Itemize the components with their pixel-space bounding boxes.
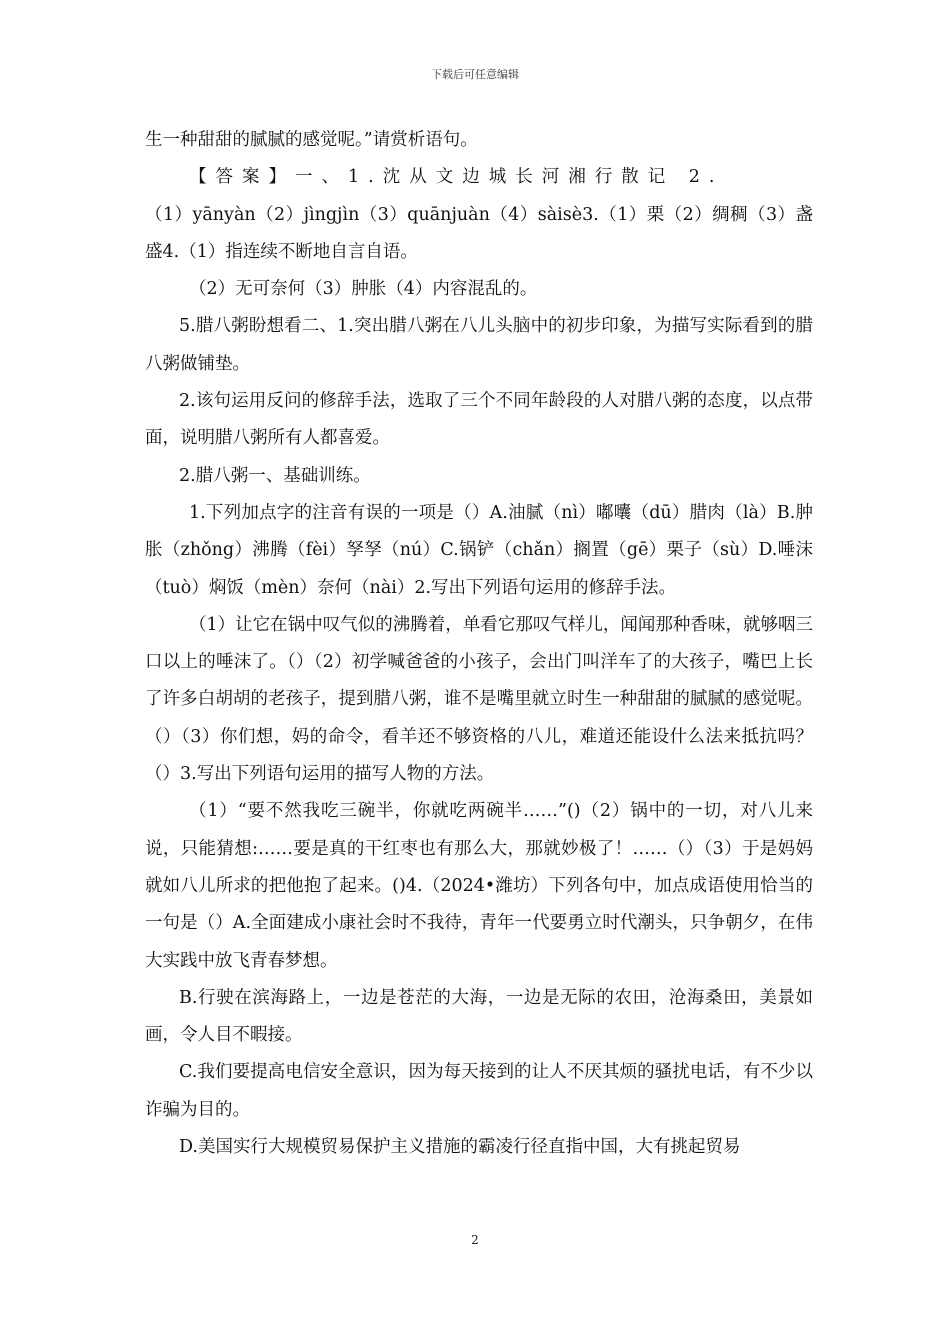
answer-heading: 【答案】一、1.沈从文边城长河湘行散记 2. [189,167,724,188]
option-paragraph: D.美国实行大规模贸易保护主义措施的霸凌行径直指中国，大有挑起贸易 [179,1137,741,1158]
option-paragraph: B.行驶在滨海路上，一边是苍茫的大海，一边是无际的农田，沧海桑田，美景如画，令人目不暇接。 [145,987,813,1046]
question-paragraph: （1）让它在锅中叹气似的沸腾着，单看它那叹气样儿，闻闻那种香味，就够咽三口以上的唾沫了。（）（2）初学喊爸爸的小孩子，会出门叫洋车了的大孩子，嘴巴上长了许多白胡胡的老孩子，提到腊八粥，谁不是嘴里就立时生一种甜甜的腻腻的感觉呢。（）（3）你们想，妈的命令，看羊还不够资格的八儿，难道还能设什么法来抵抗吗？（）3.写出下列语句运用的描写人物的方法。 [145,614,813,785]
paragraph: （1）yānyàn（2）jìngjìn（3）quānjuàn（4）sàisè3.（1）栗（2）绸稠（3）盏盛4.（1）指连续不断地自言自语。 [145,204,813,262]
section-heading: 2.腊八粥一、基础训练。 [179,465,371,486]
paragraph: （2）无可奈何（3）肿胀（4）内容混乱的。 [189,279,538,300]
paragraph: 生一种甜甜的腻腻的感觉呢。”请赏析语句。 [145,130,478,150]
paragraph: 5.腊八粥盼想看二、1.突出腊八粥在八儿头脑中的初步印象，为描写实际看到的腊八粥做铺垫。 [145,316,813,374]
option-paragraph: C.我们要提高电信安全意识，因为每天接到的让人不厌其烦的骚扰电话，有不少以诈骗为目的。 [145,1062,813,1120]
question-paragraph: （1）“要不然我吃三碗半，你就吃两碗半……”()（2）锅中的一切，对八儿来说，只能猜想:……要是真的干红枣也有那么大，那就妙极了！……（）（3）于是妈妈就如八儿所求的把他抱了起来。()4.（2024•潍坊）下列各句中，加点成语使用恰当的一句是（）A.全面建成小康社会时不我待，青年一代要勇立时代潮头，只争朝夕，在伟大实践中放飞青春梦想。 [145,801,813,971]
page-header: 下载后可任意编辑 [431,68,519,81]
paragraph: 2.该句运用反问的修辞手法，选取了三个不同年龄段的人对腊八粥的态度，以点带面，说明腊八粥所有人都喜爱。 [145,391,813,449]
document-body [145,122,813,1166]
page-number: 2 [471,1233,479,1247]
question-paragraph: 1.下列加点字的注音有误的一项是（）A.油腻（nì）嘟囔（dū）腊肉（là）B.肿胀（zhǒng）沸腾（fèi）孥孥（nú）C.锅铲（chǎn）搁置（gē）栗子（sù）D.唾沫（tuò）焖饭（mèn）奈何（nài）2.写出下列语句运用的修辞手法。 [145,502,813,598]
